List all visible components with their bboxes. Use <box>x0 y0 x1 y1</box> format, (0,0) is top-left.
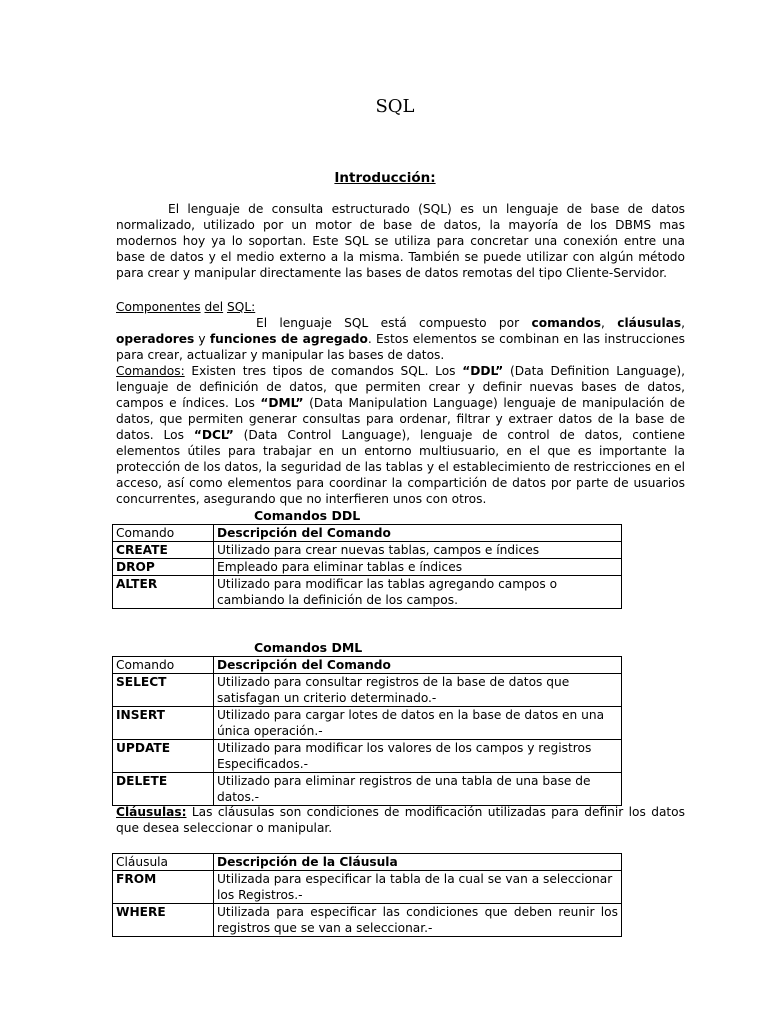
description-cell: Empleado para eliminar tablas e índices <box>214 559 622 576</box>
componentes-text-3: , <box>681 316 685 330</box>
comandos-text-4: (Data Control Language), lenguaje de control de datos, contiene elementos útiles para trabajar en un entorno multiusuario, en el que es importante la protección de los datos, la seguridad de las tablas y el establecimiento de restricciones en el acceso, así como elementos para coordinar la compartición de datos por parte de usuarios concurrentes, asegurando que no interfieren unos con otros. <box>116 428 685 506</box>
command-cell: CREATE <box>113 542 214 559</box>
page-title: SQL <box>375 96 415 117</box>
componentes-text-1: El lenguaje SQL está compuesto por <box>256 316 532 330</box>
command-cell: DELETE <box>113 773 214 806</box>
table-row <box>113 707 622 740</box>
comandos-bold-dml: “DML” <box>260 396 304 410</box>
table-row <box>113 559 622 576</box>
comandos-text-1: Existen tres tipos de comandos SQL. Los <box>184 364 463 378</box>
clausulas-label: Cláusulas: <box>116 805 187 819</box>
description-cell: Utilizado para modificar las tablas agregando campos o cambiando la definición de los campos. <box>214 576 622 609</box>
intro-paragraph <box>116 201 685 281</box>
description-cell: Utilizado para eliminar registros de una tabla de una base de datos.- <box>214 773 622 806</box>
componentes-bold-comandos: comandos <box>531 316 602 330</box>
table-row <box>113 542 622 559</box>
table-header-row <box>113 854 622 871</box>
componentes-text-2: , <box>601 316 618 330</box>
ddl-caption: Comandos DDL <box>254 508 361 523</box>
componentes-label-del: del <box>204 300 224 314</box>
comandos-bold-ddl: “DDL” <box>462 364 504 378</box>
dml-table <box>112 656 622 806</box>
command-cell: INSERT <box>113 707 214 740</box>
dml-caption: Comandos DML <box>254 640 363 655</box>
componentes-bold-funciones: funciones de agregado <box>209 332 368 346</box>
componentes-text-4: y <box>194 332 210 346</box>
table-header-row <box>113 525 622 542</box>
command-cell: SELECT <box>113 674 214 707</box>
table-header-cell: Comando <box>113 657 214 674</box>
componentes-bold-operadores: operadores <box>116 332 195 346</box>
table-row <box>113 871 622 904</box>
clause-cell: FROM <box>113 871 214 904</box>
table-row <box>113 674 622 707</box>
comandos-bold-dcl: “DCL” <box>193 428 234 442</box>
table-row <box>113 904 622 937</box>
clause-table <box>112 853 622 937</box>
clause-cell: WHERE <box>113 904 214 937</box>
componentes-text-5: . Estos elementos se combinan en las instrucciones para crear, actualizar y manipular las bases de datos. <box>116 332 685 362</box>
table-header-row <box>113 657 622 674</box>
table-header-cell: Comando <box>113 525 214 542</box>
table-header-cell: Descripción del Comando <box>214 657 622 674</box>
command-cell: DROP <box>113 559 214 576</box>
description-cell: Utilizado para consultar registros de la base de datos que satisfagan un criterio determinado.- <box>214 674 622 707</box>
comandos-label: Comandos: <box>116 364 185 378</box>
intro-text: El lenguaje de consulta estructurado (SQL) es un lenguaje de base de datos normalizado, utilizado por un motor de base de datos, la mayoría de los DBMS mas modernos hoy ya lo soportan. Este SQL se utiliza para concretar una conexión entre una base de datos y el medio externo a la misma. También se puede utilizar con algún método para crear y manipular directamente las bases de datos remotas del tipo Cliente-Servidor. <box>116 202 685 280</box>
intro-heading: Introducción: <box>334 170 436 186</box>
table-row <box>113 576 622 609</box>
clausulas-text: Las cláusulas son condiciones de modificación utilizadas para definir los datos que desea seleccionar o manipular. <box>116 805 685 835</box>
command-cell: ALTER <box>113 576 214 609</box>
description-cell: Utilizado para crear nuevas tablas, campos e índices <box>214 542 622 559</box>
table-header-cell: Descripción de la Cláusula <box>214 854 622 871</box>
componentes-paragraph <box>116 299 685 363</box>
table-row <box>113 740 622 773</box>
ddl-table <box>112 524 622 609</box>
comandos-text-3: (Data Manipulation Language) lenguaje de manipulación de datos, que permiten generar consultas para ordenar, filtrar y extraer datos de la base de datos. Los <box>116 396 685 442</box>
componentes-label-sql: SQL: <box>226 300 256 314</box>
description-cell: Utilizado para cargar lotes de datos en la base de datos en una única operación.- <box>214 707 622 740</box>
description-cell: Utilizado para modificar los valores de los campos y registros Especificados.- <box>214 740 622 773</box>
componentes-bold-clausulas: cláusulas <box>617 316 682 330</box>
description-cell: Utilizada para especificar la tabla de la cual se van a seleccionar los Registros.- <box>214 871 622 904</box>
comandos-paragraph <box>116 363 685 507</box>
clausulas-paragraph <box>116 804 685 836</box>
table-header-cell: Descripción del Comando <box>214 525 622 542</box>
table-row <box>113 773 622 806</box>
comandos-text-2: (Data Definition Language), lenguaje de definición de datos, que permiten crear y definir nuevas bases de datos, campos e índices. Los <box>116 364 685 410</box>
table-header-cell: Cláusula <box>113 854 214 871</box>
componentes-label: Componentes <box>116 300 201 314</box>
description-cell: Utilizada para especificar las condiciones que deben reunir los registros que se van a seleccionar.- <box>214 904 622 937</box>
command-cell: UPDATE <box>113 740 214 773</box>
